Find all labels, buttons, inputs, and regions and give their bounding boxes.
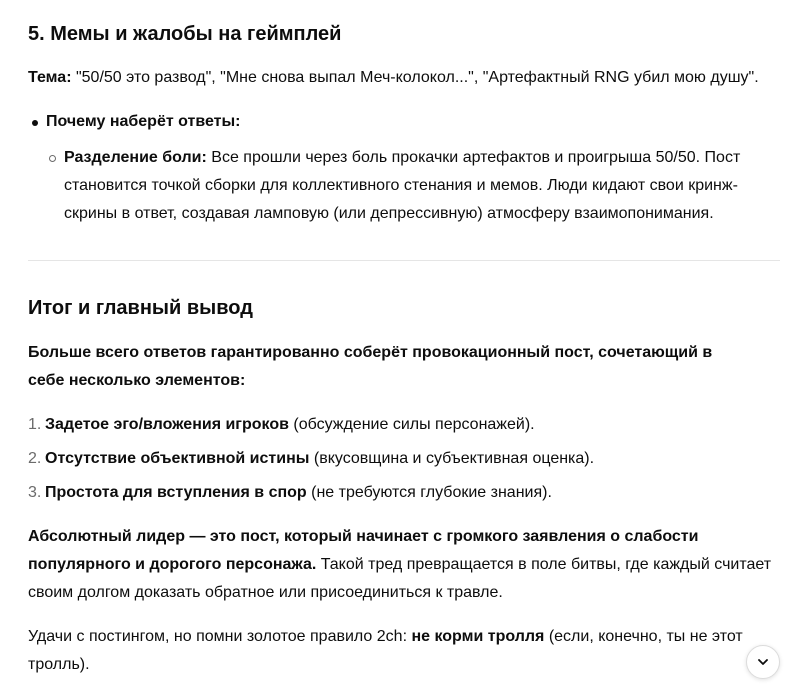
numbered-list xyxy=(28,411,780,513)
list-rest: (вкусовщина и субъективная оценка). xyxy=(309,450,595,467)
sub-body: Все прошли через боль прокачки артефактов и проигрыша 50/50. Пост становится точкой сборки для коллективного стенания и мемов. Люди кидают свои кринж-скрины в ответ, создавая ламповую (или депрессивную) атмосферу взаимопонимания. xyxy=(64,149,741,222)
leader-rest: Такой тред превращается в поле битвы, где каждый считает своим долгом доказать обратное или присоединиться к травле. xyxy=(28,556,772,601)
scroll-to-bottom-button[interactable] xyxy=(746,645,780,679)
bullet-label: Почему наберёт ответы: xyxy=(46,113,241,130)
circle-bullet-icon xyxy=(49,155,56,162)
topic-text: "50/50 это развод", "Мне снова выпал Меч-колокол...", "Артефактный RNG убил мою душу". xyxy=(71,69,759,86)
bullet-dot-icon xyxy=(32,120,38,126)
list-bold: Задетое эго/вложения игроков xyxy=(45,416,289,433)
sub-label: Разделение боли: xyxy=(64,149,207,166)
section-heading: 5. Мемы и жалобы на геймплей xyxy=(28,23,342,45)
topic-paragraph xyxy=(28,64,788,92)
leader-paragraph xyxy=(28,523,783,607)
list-bold: Простота для вступления в спор xyxy=(45,484,307,501)
summary-heading: Итог и главный вывод xyxy=(28,297,253,319)
list-item xyxy=(28,411,780,445)
list-number: 3. xyxy=(28,484,42,501)
outro-bold: не корми тролля xyxy=(411,628,545,645)
sub-bullet-text xyxy=(64,144,764,228)
list-number: 2. xyxy=(28,450,42,467)
outro-paragraph xyxy=(28,623,758,679)
list-text xyxy=(45,445,594,473)
outro-start: Удачи с постингом, но помни золотое правило 2ch: xyxy=(28,628,412,645)
chevron-down-icon xyxy=(756,655,770,669)
outro-end: (если, конечно, ты не этот тролль). xyxy=(28,628,743,673)
divider xyxy=(28,260,780,261)
list-number: 1. xyxy=(28,416,42,433)
list-text xyxy=(45,479,552,507)
list-text xyxy=(45,411,535,439)
leader-bold: Абсолютный лидер — это пост, который начинает с громкого заявления о слабости популярного и дорогого персонажа. xyxy=(28,528,699,573)
list-rest: (обсуждение силы персонажей). xyxy=(288,416,535,433)
list-rest: (не требуются глубокие знания). xyxy=(306,484,552,501)
list-bold: Отсутствие объективной истины xyxy=(45,450,310,467)
list-item xyxy=(28,445,780,479)
list-item xyxy=(28,479,780,513)
topic-label: Тема: xyxy=(28,69,72,86)
summary-intro: Больше всего ответов гарантированно соберёт провокационный пост, сочетающий в себе несколько элементов: xyxy=(28,344,713,389)
